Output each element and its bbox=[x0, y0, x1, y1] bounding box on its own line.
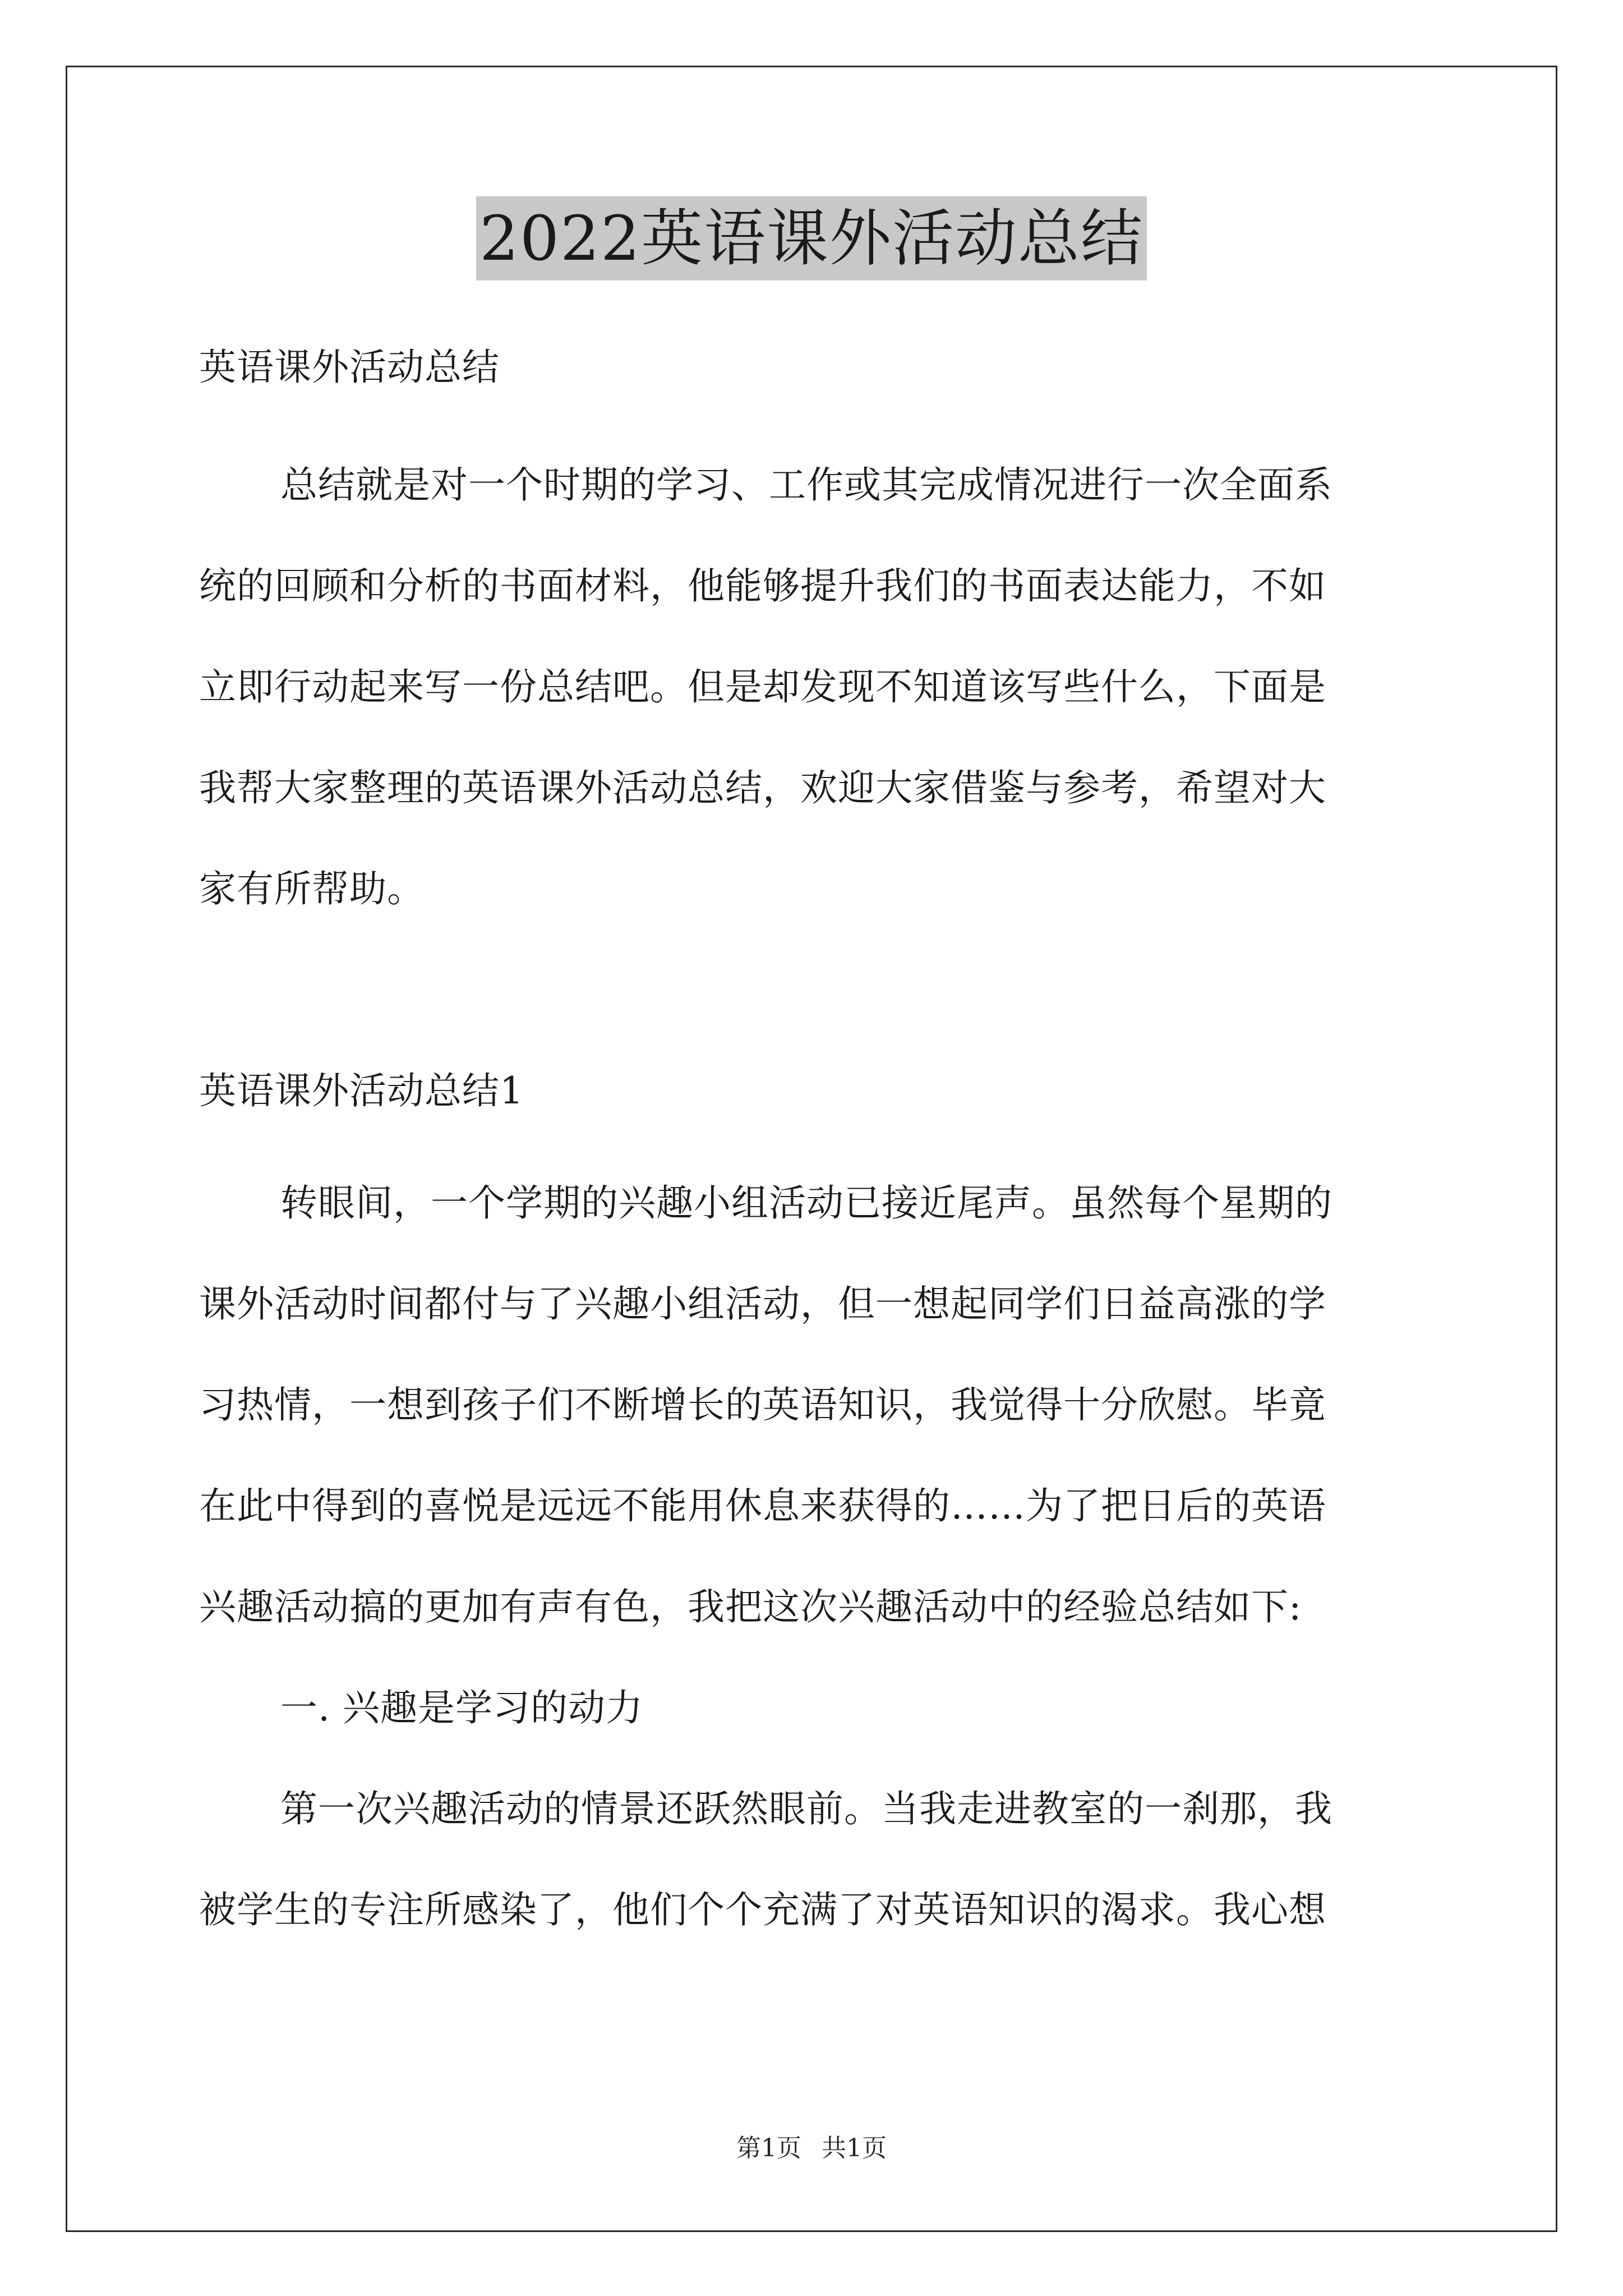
document-title: 2022英语课外活动总结 bbox=[476, 196, 1147, 280]
paragraph-line: 被学生的专注所感染了，他们个个充满了对英语知识的渴求。我心想 bbox=[199, 1888, 1326, 1931]
page-footer bbox=[0, 2132, 1623, 2165]
subtitle-line: 英语课外活动总结 bbox=[199, 346, 500, 389]
paragraph-line: 我帮大家整理的英语课外活动总结，欢迎大家借鉴与参考，希望对大 bbox=[199, 766, 1326, 809]
title-container bbox=[0, 196, 1623, 280]
paragraph-line: 第一次兴趣活动的情景还跃然眼前。当我走进教室的一刹那，我 bbox=[280, 1787, 1332, 1830]
paragraph-line: 统的回顾和分析的书面材料，他能够提升我们的书面表达能力，不如 bbox=[199, 564, 1326, 608]
paragraph-line: 课外活动时间都付与了兴趣小组活动，但一想起同学们日益高涨的学 bbox=[199, 1282, 1326, 1326]
section-heading: 英语课外活动总结1 bbox=[199, 1069, 524, 1112]
page-number: 第1页 bbox=[736, 2134, 801, 2162]
paragraph-line: 兴趣活动搞的更加有声有色，我把这次兴趣活动中的经验总结如下: bbox=[199, 1585, 1302, 1628]
subheading-line: 一. 兴趣是学习的动力 bbox=[280, 1686, 643, 1729]
paragraph-line: 立即行动起来写一份总结吧。但是却发现不知道该写些什么，下面是 bbox=[199, 665, 1326, 708]
paragraph-line: 总结就是对一个时期的学习、工作或其完成情况进行一次全面系 bbox=[280, 463, 1332, 507]
paragraph-line: 习热情，一想到孩子们不断增长的英语知识，我觉得十分欣慰。毕竟 bbox=[199, 1383, 1326, 1427]
paragraph-line: 转眼间，一个学期的兴趣小组活动已接近尾声。虽然每个星期的 bbox=[280, 1181, 1332, 1225]
paragraph-line: 在此中得到的喜悦是远远不能用休息来获得的……为了把日后的英语 bbox=[199, 1484, 1326, 1527]
paragraph-line: 家有所帮助。 bbox=[199, 867, 425, 910]
page-total: 共1页 bbox=[822, 2134, 887, 2162]
